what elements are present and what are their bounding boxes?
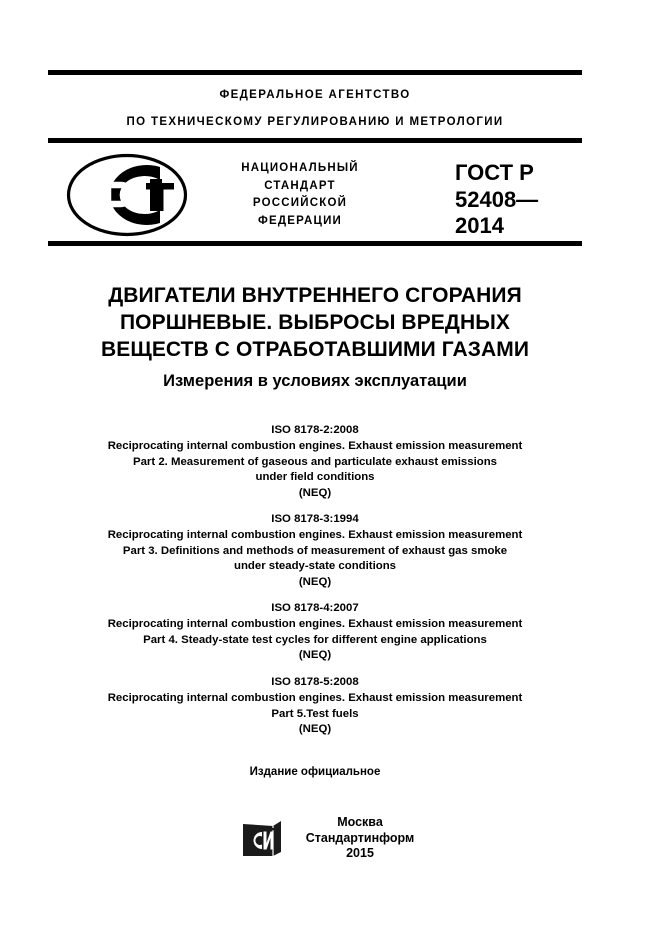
iso-reference-block: [48, 423, 582, 501]
national-standard-line4: ФЕДЕРАЦИИ: [257, 214, 343, 227]
gost-r-certification-emblem-icon: [66, 153, 188, 237]
iso-reference-equivalence: (NEQ): [298, 575, 332, 588]
agency-name-line1: ФЕДЕРАЛЬНОЕ АГЕНТСТВО: [219, 89, 411, 101]
national-standard-line1: НАЦИОНАЛЬНЫЙ: [241, 162, 359, 174]
official-edition-note: Издание официальное: [249, 766, 381, 778]
iso-reference-code: ISO 8178-3:1994: [271, 513, 359, 525]
agency-name-line2: ПО ТЕХНИЧЕСКОМУ РЕГУЛИРОВАНИЮ И МЕТРОЛОГИИ: [126, 116, 504, 128]
document-subtitle: Измерения в условиях эксплуатации: [163, 372, 467, 390]
iso-reference-equivalence: (NEQ): [298, 723, 332, 736]
publisher-city: Москва: [337, 815, 383, 829]
iso-reference-code: ISO 8178-5:2008: [271, 676, 359, 688]
national-standard-line2: СТАНДАРТ: [264, 179, 336, 192]
iso-reference-block: [48, 675, 582, 738]
header-rule-top: [48, 70, 582, 75]
publisher-imprint: [285, 815, 435, 862]
standartinform-logo-icon: [240, 819, 284, 860]
iso-reference-line2: Part 3. Definitions and methods of measurement of exhaust gas smoke: [122, 544, 508, 557]
iso-reference-line2: Part 4. Steady-state test cycles for different engine applications: [143, 633, 487, 646]
iso-reference-line3: under steady-state conditions: [233, 560, 397, 573]
iso-reference-line1: Reciprocating internal combustion engines. Exhaust emission measurement: [107, 692, 523, 705]
iso-reference-line1: Reciprocating internal combustion engines. Exhaust emission measurement: [107, 618, 523, 631]
standard-designation: [455, 160, 538, 240]
iso-reference-block: [48, 512, 582, 590]
document-title-line2: ПОРШНЕВЫЕ. ВЫБРОСЫ ВРЕДНЫХ: [119, 311, 511, 334]
iso-reference-equivalence: (NEQ): [298, 649, 332, 662]
iso-reference-line2: Part 5.Test fuels: [271, 707, 359, 720]
iso-reference-line1: Reciprocating internal combustion engines. Exhaust emission measurement: [107, 440, 523, 453]
header-rule-bottom: [48, 241, 582, 246]
standard-designation-line3: 2014: [455, 213, 504, 238]
national-standard-label: [196, 160, 404, 230]
iso-reference-line3: under field conditions: [255, 471, 375, 484]
national-standard-line3: РОССИЙСКОЙ: [252, 197, 348, 209]
publisher-name: Стандартинформ: [305, 830, 415, 845]
iso-reference-line1: Reciprocating internal combustion engines. Exhaust emission measurement: [107, 529, 523, 542]
document-title: [48, 282, 582, 363]
publication-year: 2015: [346, 846, 374, 860]
iso-reference-line2: Part 2. Measurement of gaseous and particulate exhaust emissions: [133, 455, 497, 468]
document-title-line1: ДВИГАТЕЛИ ВНУТРЕННЕГО СГОРАНИЯ: [108, 284, 522, 307]
standard-designation-line2: 52408—: [455, 186, 539, 212]
document-title-line3: ВЕЩЕСТВ С ОТРАБОТАВШИМИ ГАЗАМИ: [100, 338, 530, 361]
iso-reference-code: ISO 8178-2:2008: [271, 424, 359, 436]
standard-designation-line1: ГОСТ Р: [455, 160, 534, 185]
iso-reference-code: ISO 8178-4:2007: [271, 602, 359, 614]
iso-reference-block: [48, 601, 582, 664]
header-rule-middle: [48, 138, 582, 143]
iso-reference-equivalence: (NEQ): [298, 486, 332, 499]
